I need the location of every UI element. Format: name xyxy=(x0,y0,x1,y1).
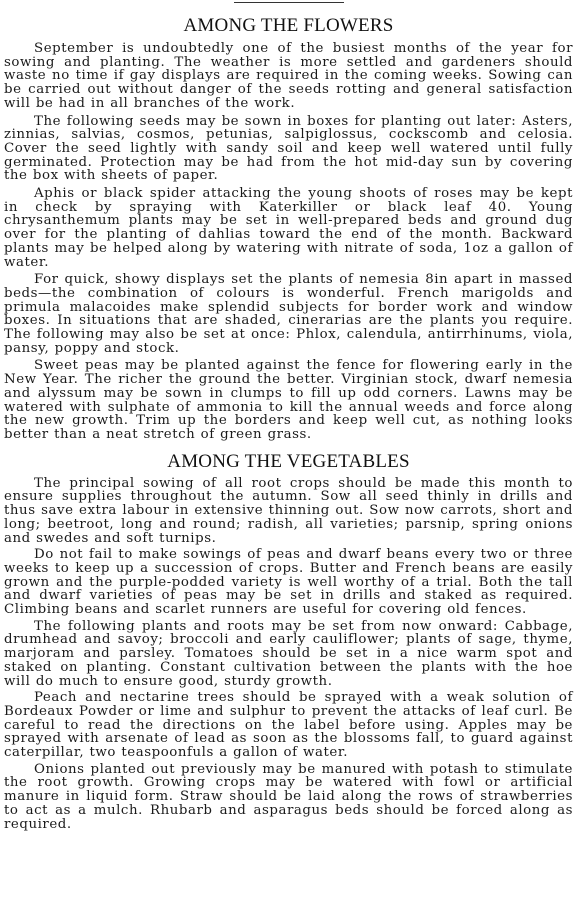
paragraph: The principal sowing of all root crops should be made this month to ensure supplies throughout the autumn. Sow all seed thinly in drills and thus save extra labour in extensive thinning out. Sow now carrots, short and long; beetroot, long and round; radish, all varieties; parsnip, spring onions and swedes and soft turnips. xyxy=(4,475,573,546)
section-among-the-flowers xyxy=(4,15,573,442)
section-among-the-vegetables xyxy=(4,451,573,832)
paragraph: Sweet peas may be planted against the fence for flowering early in the New Year. The richer the ground the better. Virginian stock, dwarf nemesia and alyssum may be sown in clumps to fill up odd corners. Lawns may be watered with sulphate of ammonia to kill the annual weeds and force along the new growth. Trim up the borders and keep well cut, as nothing looks better than a neat stretch of green grass. xyxy=(4,358,573,442)
paragraph: September is undoubtedly one of the busiest months of the year for sowing and planting. The weather is more settled and gardeners should waste no time if gay displays are required in the coming weeks. Sowing can be carried out without danger of the seeds rotting and general satisfaction will be had in all branches of the work. xyxy=(4,41,573,111)
paragraph: The following seeds may be sown in boxes for planting out later: Asters, zinnias, salvias, cosmos, petunias, salpiglossus, cockscomb and celosia. Cover the seed lightly with sandy soil and keep well watered until fully germinated. Protection may be had from the hot mid-day sun by covering the box with sheets of paper. xyxy=(4,113,573,184)
column-divider-rule xyxy=(234,2,344,3)
section-heading-vegetables: AMONG THE VEGETABLES xyxy=(167,450,410,472)
paragraph: Aphis or black spider attacking the young shoots of roses may be kept in check by spraying with Katerkiller or black leaf 40. Young chrysanthemum plants may be set in well-prepared beds and ground dug over for the planting of dahlias toward the end of the month. Backward plants may be helped along by watering with nitrate of soda, 1oz a gallon of water. xyxy=(4,186,573,270)
paragraph: Peach and nectarine trees should be sprayed with a weak solution of Bordeaux Powder or lime and sulphur to prevent the attacks of leaf curl. Be careful to read the directions on the label before using. Apples may be sprayed with arsenate of lead as soon as the blossoms fall, to guard against caterpillar, two teaspoonfuls a gallon of water. xyxy=(4,690,573,761)
paragraph: For quick, showy displays set the plants of nemesia 8in apart in massed beds—the combination of colours is wonderful. French marigolds and primula malacoides make splendid subjects for border work and window boxes. In situations that are shaded, cinerarias are the plants you require. The following may also be set at once: Phlox, calendula, antirrhinums, viola, pansy, poppy and stock. xyxy=(4,272,573,356)
paragraph: The following plants and roots may be set from now onward: Cabbage, drumhead and savoy; broccoli and early cauliflower; plants of sage, thyme, marjoram and parsley. Tomatoes should be set in a nice warm spot and staked on planting. Constant cultivation between the plants with the hoe will do much to ensure good, sturdy growth. xyxy=(4,618,573,689)
section-heading-flowers: AMONG THE FLOWERS xyxy=(183,15,394,36)
paragraph: Onions planted out previously may be manured with potash to stimulate the root growth. Growing crops may be watered with fowl or artificial manure in liquid form. Straw should be laid along the rows of strawberries to act as a mulch. Rhubarb and asparagus beds should be forced along as required. xyxy=(4,761,573,832)
paragraph: Do not fail to make sowings of peas and dwarf beans every two or three weeks to keep up a succession of crops. Butter and French beans are easily grown and the purple-podded variety is well worthy of a trial. Both the tall and dwarf varieties of peas may be set in drills and staked as required. Climbing beans and scarlet runners are useful for covering old fences. xyxy=(4,547,573,618)
